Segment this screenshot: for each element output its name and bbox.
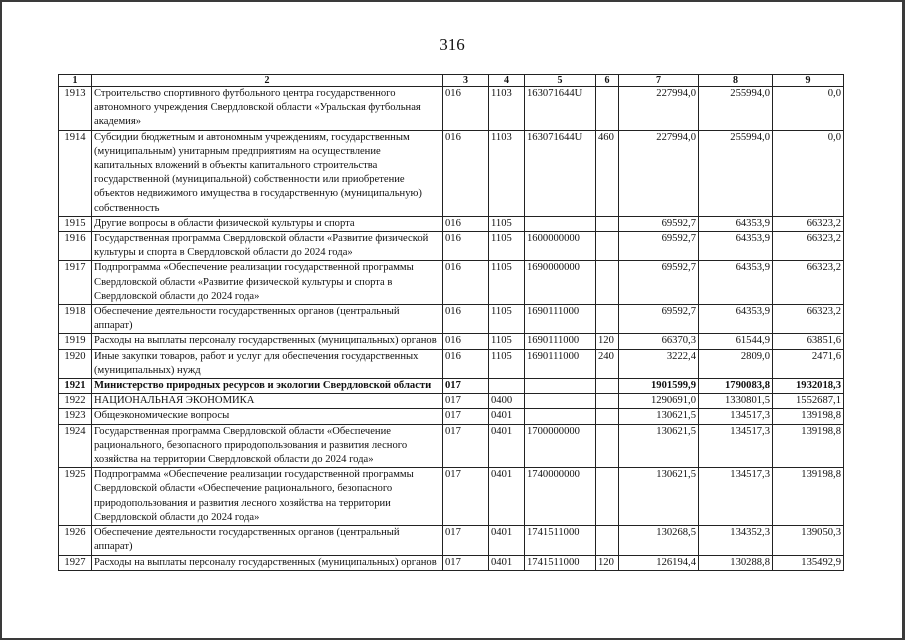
amount-year-3-cell: 0,0 — [773, 130, 844, 216]
ministry-code-cell: 017 — [443, 555, 489, 570]
table-row — [59, 379, 844, 394]
amount-year-3-cell: 135492,9 — [773, 555, 844, 570]
section-code-cell: 1103 — [489, 130, 525, 216]
amount-year-1-cell: 130621,5 — [619, 409, 699, 424]
ministry-code-cell: 017 — [443, 409, 489, 424]
table-row — [59, 87, 844, 131]
amount-year-2-cell: 134517,3 — [699, 409, 773, 424]
amount-year-1-cell: 66370,3 — [619, 334, 699, 349]
expense-type-cell — [596, 305, 619, 334]
expense-type-cell — [596, 87, 619, 131]
target-article-cell: 1741511000 — [525, 526, 596, 555]
row-number-cell: 1927 — [59, 555, 92, 570]
expense-name-cell: Министерство природных ресурсов и экологии Свердловской области — [92, 379, 443, 394]
row-number-cell: 1922 — [59, 394, 92, 409]
target-article-cell — [525, 394, 596, 409]
expense-name-cell: Субсидии бюджетным и автономным учреждениям, государственным (муниципальным) унитарным предприятиям на осуществление капитальных вложений в объекты капитального строительства государственной (муниципальной) собственности или приобретение объектов недвижимого имущества в государственную (муниципальную) собственность — [92, 130, 443, 216]
target-article-cell: 1690111000 — [525, 305, 596, 334]
expense-type-cell — [596, 394, 619, 409]
row-number-cell: 1920 — [59, 349, 92, 378]
table-row — [59, 130, 844, 216]
ministry-code-cell: 017 — [443, 468, 489, 526]
table-row — [59, 349, 844, 378]
ministry-code-cell: 016 — [443, 232, 489, 261]
table-row — [59, 468, 844, 526]
expense-type-cell — [596, 261, 619, 305]
column-header: 8 — [699, 75, 773, 87]
row-number-cell: 1919 — [59, 334, 92, 349]
amount-year-1-cell: 69592,7 — [619, 261, 699, 305]
expense-name-cell: Подпрограмма «Обеспечение реализации государственной программы Свердловской области «Обеспечение рационального, безопасного природопользования и развития лесного хозяйства на территории Свердловской области до 2024 года» — [92, 468, 443, 526]
expense-type-cell — [596, 468, 619, 526]
expense-name-cell: Государственная программа Свердловской области «Обеспечение рационального, безопасного природопользования и развития лесного хозяйства на территории Свердловской области до 2024 года» — [92, 424, 443, 468]
row-number-cell: 1914 — [59, 130, 92, 216]
expense-type-cell — [596, 409, 619, 424]
amount-year-2-cell: 64353,9 — [699, 216, 773, 231]
amount-year-1-cell: 130268,5 — [619, 526, 699, 555]
row-number-cell: 1921 — [59, 379, 92, 394]
amount-year-3-cell: 66323,2 — [773, 216, 844, 231]
expense-name-cell: Строительство спортивного футбольного центра государственного автономного учреждения Свердловской области «Уральская футбольная академия» — [92, 87, 443, 131]
ministry-code-cell: 017 — [443, 394, 489, 409]
amount-year-3-cell: 63851,6 — [773, 334, 844, 349]
column-header: 5 — [525, 75, 596, 87]
section-code-cell — [489, 379, 525, 394]
amount-year-2-cell: 134517,3 — [699, 468, 773, 526]
section-code-cell: 1105 — [489, 349, 525, 378]
ministry-code-cell: 017 — [443, 526, 489, 555]
amount-year-3-cell: 1552687,1 — [773, 394, 844, 409]
ministry-code-cell: 016 — [443, 130, 489, 216]
section-code-cell: 1105 — [489, 305, 525, 334]
amount-year-3-cell: 66323,2 — [773, 305, 844, 334]
table-row — [59, 409, 844, 424]
document-page — [2, 2, 902, 638]
section-code-cell: 1105 — [489, 232, 525, 261]
expense-name-cell: Обеспечение деятельности государственных органов (центральный аппарат) — [92, 526, 443, 555]
section-code-cell: 1105 — [489, 261, 525, 305]
expense-type-cell — [596, 379, 619, 394]
amount-year-3-cell: 66323,2 — [773, 261, 844, 305]
amount-year-3-cell: 139050,3 — [773, 526, 844, 555]
expense-name-cell: Государственная программа Свердловской области «Развитие физической культуры и спорта в Свердловской области до 2024 года» — [92, 232, 443, 261]
amount-year-2-cell: 64353,9 — [699, 305, 773, 334]
expense-type-cell: 120 — [596, 555, 619, 570]
row-number-cell: 1923 — [59, 409, 92, 424]
section-code-cell: 0400 — [489, 394, 525, 409]
target-article-cell: 163071644U — [525, 87, 596, 131]
row-number-cell: 1913 — [59, 87, 92, 131]
row-number-cell: 1916 — [59, 232, 92, 261]
expense-name-cell: Иные закупки товаров, работ и услуг для обеспечения государственных (муниципальных) нужд — [92, 349, 443, 378]
target-article-cell: 1690111000 — [525, 334, 596, 349]
amount-year-1-cell: 69592,7 — [619, 216, 699, 231]
amount-year-1-cell: 130621,5 — [619, 424, 699, 468]
column-header: 7 — [619, 75, 699, 87]
target-article-cell — [525, 409, 596, 424]
target-article-cell: 1600000000 — [525, 232, 596, 261]
target-article-cell — [525, 216, 596, 231]
table-row — [59, 261, 844, 305]
amount-year-2-cell: 2809,0 — [699, 349, 773, 378]
amount-year-1-cell: 1290691,0 — [619, 394, 699, 409]
amount-year-2-cell: 134517,3 — [699, 424, 773, 468]
row-number-cell: 1924 — [59, 424, 92, 468]
expense-type-cell — [596, 216, 619, 231]
table-row — [59, 555, 844, 570]
table-row — [59, 216, 844, 231]
row-number-cell: 1917 — [59, 261, 92, 305]
amount-year-2-cell: 64353,9 — [699, 232, 773, 261]
target-article-cell: 1741511000 — [525, 555, 596, 570]
amount-year-3-cell: 2471,6 — [773, 349, 844, 378]
section-code-cell: 1103 — [489, 87, 525, 131]
amount-year-2-cell: 61544,9 — [699, 334, 773, 349]
table-row — [59, 232, 844, 261]
amount-year-3-cell: 139198,8 — [773, 424, 844, 468]
amount-year-3-cell: 139198,8 — [773, 409, 844, 424]
row-number-cell: 1926 — [59, 526, 92, 555]
amount-year-2-cell: 1790083,8 — [699, 379, 773, 394]
ministry-code-cell: 016 — [443, 261, 489, 305]
amount-year-2-cell: 130288,8 — [699, 555, 773, 570]
amount-year-1-cell: 130621,5 — [619, 468, 699, 526]
expense-type-cell — [596, 424, 619, 468]
expense-name-cell: Общеэкономические вопросы — [92, 409, 443, 424]
amount-year-3-cell: 139198,8 — [773, 468, 844, 526]
amount-year-1-cell: 1901599,9 — [619, 379, 699, 394]
section-code-cell: 0401 — [489, 526, 525, 555]
amount-year-1-cell: 69592,7 — [619, 305, 699, 334]
expense-type-cell: 240 — [596, 349, 619, 378]
amount-year-1-cell: 227994,0 — [619, 130, 699, 216]
ministry-code-cell: 016 — [443, 305, 489, 334]
column-header: 6 — [596, 75, 619, 87]
expense-name-cell: Другие вопросы в области физической культуры и спорта — [92, 216, 443, 231]
table-row — [59, 424, 844, 468]
expense-name-cell: НАЦИОНАЛЬНАЯ ЭКОНОМИКА — [92, 394, 443, 409]
column-header: 9 — [773, 75, 844, 87]
column-header: 3 — [443, 75, 489, 87]
budget-table — [58, 74, 844, 571]
column-header: 4 — [489, 75, 525, 87]
amount-year-2-cell: 1330801,5 — [699, 394, 773, 409]
ministry-code-cell: 017 — [443, 424, 489, 468]
ministry-code-cell: 016 — [443, 334, 489, 349]
expense-name-cell: Подпрограмма «Обеспечение реализации государственной программы Свердловской области «Развитие физической культуры и спорта в Свердловской области до 2024 года» — [92, 261, 443, 305]
amount-year-3-cell: 66323,2 — [773, 232, 844, 261]
section-code-cell: 0401 — [489, 424, 525, 468]
target-article-cell: 163071644U — [525, 130, 596, 216]
section-code-cell: 0401 — [489, 555, 525, 570]
expense-name-cell: Расходы на выплаты персоналу государственных (муниципальных) органов — [92, 555, 443, 570]
section-code-cell: 1105 — [489, 216, 525, 231]
ministry-code-cell: 016 — [443, 216, 489, 231]
ministry-code-cell: 016 — [443, 349, 489, 378]
page-number: 316 — [439, 35, 465, 54]
section-code-cell: 1105 — [489, 334, 525, 349]
amount-year-1-cell: 227994,0 — [619, 87, 699, 131]
target-article-cell: 1700000000 — [525, 424, 596, 468]
ministry-code-cell: 016 — [443, 87, 489, 131]
table-row — [59, 334, 844, 349]
amount-year-2-cell: 64353,9 — [699, 261, 773, 305]
expense-type-cell: 460 — [596, 130, 619, 216]
row-number-cell: 1915 — [59, 216, 92, 231]
section-code-cell: 0401 — [489, 468, 525, 526]
table-row — [59, 394, 844, 409]
column-header: 1 — [59, 75, 92, 87]
row-number-cell: 1918 — [59, 305, 92, 334]
target-article-cell — [525, 379, 596, 394]
target-article-cell: 1740000000 — [525, 468, 596, 526]
amount-year-2-cell: 255994,0 — [699, 130, 773, 216]
expense-type-cell: 120 — [596, 334, 619, 349]
target-article-cell: 1690111000 — [525, 349, 596, 378]
table-header-row — [59, 75, 844, 87]
amount-year-1-cell: 126194,4 — [619, 555, 699, 570]
column-header: 2 — [92, 75, 443, 87]
amount-year-1-cell: 3222,4 — [619, 349, 699, 378]
amount-year-1-cell: 69592,7 — [619, 232, 699, 261]
table-row — [59, 526, 844, 555]
expense-name-cell: Обеспечение деятельности государственных органов (центральный аппарат) — [92, 305, 443, 334]
amount-year-2-cell: 134352,3 — [699, 526, 773, 555]
amount-year-3-cell: 1932018,3 — [773, 379, 844, 394]
expense-type-cell — [596, 526, 619, 555]
expense-type-cell — [596, 232, 619, 261]
amount-year-2-cell: 255994,0 — [699, 87, 773, 131]
table-row — [59, 305, 844, 334]
target-article-cell: 1690000000 — [525, 261, 596, 305]
amount-year-3-cell: 0,0 — [773, 87, 844, 131]
expense-name-cell: Расходы на выплаты персоналу государственных (муниципальных) органов — [92, 334, 443, 349]
ministry-code-cell: 017 — [443, 379, 489, 394]
row-number-cell: 1925 — [59, 468, 92, 526]
section-code-cell: 0401 — [489, 409, 525, 424]
table-body — [59, 87, 844, 571]
